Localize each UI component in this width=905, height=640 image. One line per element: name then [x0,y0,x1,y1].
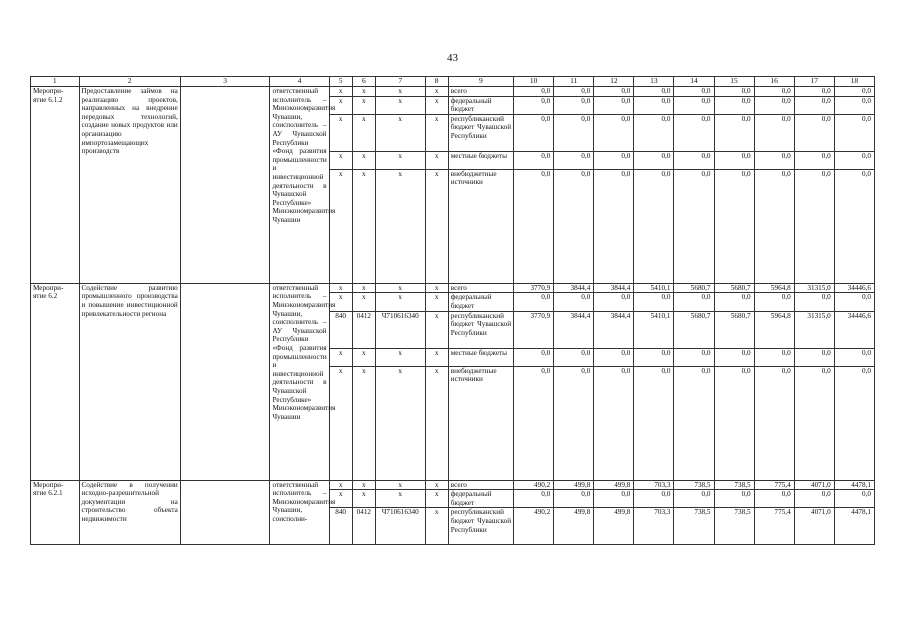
amount-cell: 0,0 [754,87,794,97]
amount-cell: 4478,1 [834,508,874,545]
amount-cell: 0,0 [794,114,834,151]
executor-cell: ответственный исполнитель – Минэкономразвития Чувашии, соисполнитель – АУ Чувашской Республики «Фонд развития промышленности и инвестиционной деятельности в Чувашской Республике» Минэкономразвития Чувашии [270,87,329,284]
header-cell: 15 [714,77,754,87]
amount-cell: 738,5 [674,480,714,490]
amount-cell: 5680,7 [714,283,754,293]
goal-cell [180,87,270,284]
header-cell: 8 [425,77,448,87]
target-article-cell: Ч710616340 [375,311,425,348]
amount-cell: 0,0 [834,87,874,97]
page-number: 43 [447,52,458,64]
amount-cell: 0,0 [634,490,674,508]
amount-cell: 3844,4 [594,283,634,293]
amount-cell: 0,0 [754,490,794,508]
header-cell: 1 [31,77,80,87]
funding-source-cell: местные бюджеты [448,151,513,169]
amount-cell: 0,0 [514,293,554,311]
header-cell: 5 [329,77,352,87]
amount-cell: 499,8 [594,480,634,490]
amount-cell: 499,8 [554,480,594,490]
funding-source-cell: местные бюджеты [448,348,513,366]
funding-source-cell: республиканский бюджет Чувашской Республики [448,508,513,545]
target-article-cell: x [375,490,425,508]
amount-cell: 0,0 [714,169,754,283]
executor-cell: ответственный исполнитель – Минэкономразвития Чувашии, соисполни- [270,480,329,545]
amount-cell: 0,0 [514,366,554,480]
amount-cell: 0,0 [714,96,754,114]
target-article-cell: x [375,96,425,114]
amount-cell: 34446,6 [834,283,874,293]
amount-cell: 0,0 [754,114,794,151]
grbs-code-cell: x [329,490,352,508]
amount-cell: 0,0 [794,96,834,114]
target-article-cell: x [375,366,425,480]
header-cell: 14 [674,77,714,87]
amount-cell: 0,0 [674,169,714,283]
amount-cell: 5964,8 [754,283,794,293]
amount-cell: 5680,7 [674,311,714,348]
amount-cell: 490,2 [514,508,554,545]
header-cell: 4 [270,77,329,87]
amount-cell: 0,0 [514,151,554,169]
amount-cell: 31315,0 [794,283,834,293]
target-article-cell: x [375,114,425,151]
amount-cell: 0,0 [554,114,594,151]
budget-table [30,76,875,545]
funding-source-cell: внебюджетные источники [448,366,513,480]
header-cell: 3 [180,77,270,87]
amount-cell: 0,0 [714,87,754,97]
event-name-cell: Содействие в получении исходно-разрешительной документации на строительство объекта недвижимости [79,480,180,545]
amount-cell: 0,0 [674,348,714,366]
amount-cell: 0,0 [834,151,874,169]
table-body [31,77,875,545]
amount-cell: 0,0 [514,490,554,508]
amount-cell: 0,0 [834,96,874,114]
amount-cell: 490,2 [514,480,554,490]
amount-cell: 0,0 [514,348,554,366]
header-cell: 7 [375,77,425,87]
amount-cell: 0,0 [554,151,594,169]
amount-cell: 0,0 [634,348,674,366]
amount-cell: 5680,7 [714,311,754,348]
grbs-code-cell: 840 [329,508,352,545]
section-code-cell: x [352,87,375,97]
target-article-cell: x [375,348,425,366]
amount-cell: 0,0 [634,87,674,97]
amount-cell: 0,0 [794,490,834,508]
amount-cell: 5680,7 [674,283,714,293]
amount-cell: 0,0 [834,114,874,151]
amount-cell: 0,0 [554,490,594,508]
amount-cell: 0,0 [554,293,594,311]
grbs-code-cell: x [329,87,352,97]
target-article-cell: x [375,169,425,283]
expense-type-cell: x [425,311,448,348]
amount-cell: 0,0 [834,169,874,283]
amount-cell: 0,0 [594,114,634,151]
amount-cell: 0,0 [634,151,674,169]
funding-source-cell: всего [448,87,513,97]
expense-type-cell: x [425,293,448,311]
grbs-code-cell: 840 [329,311,352,348]
event-number-cell: Меропри- ятие 6.2.1 [31,480,80,545]
section-code-cell: x [352,348,375,366]
section-code-cell: x [352,151,375,169]
funding-source-cell: федеральный бюджет [448,96,513,114]
amount-cell: 0,0 [594,87,634,97]
amount-cell: 0,0 [754,96,794,114]
section-code-cell: x [352,490,375,508]
header-cell: 12 [594,77,634,87]
section-code-cell: x [352,114,375,151]
grbs-code-cell: x [329,283,352,293]
goal-cell [180,283,270,480]
section-code-cell: 0412 [352,508,375,545]
amount-cell: 0,0 [594,169,634,283]
expense-type-cell: x [425,283,448,293]
amount-cell: 4478,1 [834,480,874,490]
grbs-code-cell: x [329,366,352,480]
amount-cell: 0,0 [634,366,674,480]
amount-cell: 0,0 [714,114,754,151]
amount-cell: 0,0 [794,348,834,366]
amount-cell: 738,5 [714,508,754,545]
amount-cell: 0,0 [754,348,794,366]
amount-cell: 0,0 [674,366,714,480]
grbs-code-cell: x [329,293,352,311]
amount-cell: 0,0 [674,114,714,151]
expense-type-cell: x [425,508,448,545]
amount-cell: 0,0 [714,293,754,311]
amount-cell: 0,0 [594,96,634,114]
amount-cell: 0,0 [714,348,754,366]
amount-cell: 0,0 [794,87,834,97]
amount-cell: 0,0 [514,169,554,283]
header-cell: 2 [79,77,180,87]
amount-cell: 3844,4 [554,283,594,293]
table-row [31,283,875,293]
amount-cell: 3844,4 [594,311,634,348]
amount-cell: 3770,9 [514,311,554,348]
header-cell: 11 [554,77,594,87]
amount-cell: 0,0 [554,87,594,97]
amount-cell: 34446,6 [834,311,874,348]
amount-cell: 0,0 [674,151,714,169]
expense-type-cell: x [425,114,448,151]
grbs-code-cell: x [329,96,352,114]
executor-cell: ответственный исполнитель – Минэкономразвития Чувашии, соисполнитель – АУ Чувашской Республики «Фонд развития промышленности и инвестиционной деятельности в Чувашской Республике» Минэкономразвития Чувашии [270,283,329,480]
amount-cell: 0,0 [794,293,834,311]
target-article-cell: x [375,151,425,169]
amount-cell: 499,8 [554,508,594,545]
amount-cell: 0,0 [634,169,674,283]
amount-cell: 0,0 [834,490,874,508]
expense-type-cell: x [425,169,448,283]
amount-cell: 0,0 [754,293,794,311]
amount-cell: 0,0 [834,348,874,366]
amount-cell: 0,0 [554,96,594,114]
expense-type-cell: x [425,490,448,508]
amount-cell: 0,0 [754,169,794,283]
amount-cell: 0,0 [594,490,634,508]
amount-cell: 775,4 [754,480,794,490]
amount-cell: 0,0 [794,169,834,283]
section-code-cell: x [352,283,375,293]
amount-cell: 0,0 [594,366,634,480]
amount-cell: 5410,1 [634,283,674,293]
amount-cell: 499,8 [594,508,634,545]
amount-cell: 0,0 [674,87,714,97]
grbs-code-cell: x [329,480,352,490]
amount-cell: 0,0 [514,96,554,114]
grbs-code-cell: x [329,169,352,283]
amount-cell: 0,0 [754,151,794,169]
funding-source-cell: всего [448,480,513,490]
table-row [31,480,875,490]
amount-cell: 0,0 [754,366,794,480]
amount-cell: 0,0 [674,293,714,311]
goal-cell [180,480,270,545]
amount-cell: 0,0 [634,114,674,151]
amount-cell: 0,0 [514,87,554,97]
amount-cell: 0,0 [714,151,754,169]
amount-cell: 0,0 [594,348,634,366]
grbs-code-cell: x [329,348,352,366]
section-code-cell: x [352,96,375,114]
section-code-cell: x [352,169,375,283]
header-cell: 17 [794,77,834,87]
header-row [31,77,875,87]
grbs-code-cell: x [329,114,352,151]
event-number-cell: Меропри- ятие 6.2 [31,283,80,480]
header-cell: 6 [352,77,375,87]
funding-source-cell: республиканский бюджет Чувашской Республики [448,114,513,151]
target-article-cell: Ч710616340 [375,508,425,545]
amount-cell: 0,0 [674,96,714,114]
header-cell: 13 [634,77,674,87]
header-cell: 10 [514,77,554,87]
amount-cell: 0,0 [514,114,554,151]
amount-cell: 0,0 [834,366,874,480]
amount-cell: 4071,0 [794,508,834,545]
expense-type-cell: x [425,348,448,366]
amount-cell: 0,0 [634,293,674,311]
event-name-cell: Предоставление займов на реализацию проектов, направленных на внедрение передовых технологий, создание новых продуктов или организацию импортозамещающих производств [79,87,180,284]
amount-cell: 738,5 [674,508,714,545]
amount-cell: 5410,1 [634,311,674,348]
funding-source-cell: федеральный бюджет [448,293,513,311]
target-article-cell: x [375,480,425,490]
target-article-cell: x [375,283,425,293]
funding-source-cell: республиканский бюджет Чувашской Республики [448,311,513,348]
expense-type-cell: x [425,87,448,97]
amount-cell: 5964,8 [754,311,794,348]
section-code-cell: x [352,366,375,480]
amount-cell: 0,0 [714,366,754,480]
amount-cell: 4071,0 [794,480,834,490]
expense-type-cell: x [425,480,448,490]
amount-cell: 31315,0 [794,311,834,348]
amount-cell: 0,0 [554,169,594,283]
amount-cell: 0,0 [594,151,634,169]
amount-cell: 0,0 [554,366,594,480]
amount-cell: 0,0 [674,490,714,508]
funding-source-cell: федеральный бюджет [448,490,513,508]
amount-cell: 3844,4 [554,311,594,348]
amount-cell: 0,0 [794,151,834,169]
expense-type-cell: x [425,96,448,114]
table-row [31,87,875,97]
header-cell: 18 [834,77,874,87]
amount-cell: 0,0 [714,490,754,508]
target-article-cell: x [375,87,425,97]
amount-cell: 0,0 [834,293,874,311]
funding-source-cell: внебюджетные источники [448,169,513,283]
grbs-code-cell: x [329,151,352,169]
expense-type-cell: x [425,366,448,480]
event-name-cell: Содействие развитию промышленного производства и повышение инвестиционной привлекательности региона [79,283,180,480]
event-number-cell: Меропри- ятие 6.1.2 [31,87,80,284]
header-cell: 16 [754,77,794,87]
section-code-cell: x [352,293,375,311]
amount-cell: 3770,9 [514,283,554,293]
header-cell: 9 [448,77,513,87]
expense-type-cell: x [425,151,448,169]
amount-cell: 0,0 [794,366,834,480]
funding-source-cell: всего [448,283,513,293]
amount-cell: 703,3 [634,480,674,490]
target-article-cell: x [375,293,425,311]
amount-cell: 0,0 [554,348,594,366]
amount-cell: 0,0 [594,293,634,311]
section-code-cell: x [352,480,375,490]
amount-cell: 775,4 [754,508,794,545]
amount-cell: 738,5 [714,480,754,490]
amount-cell: 703,3 [634,508,674,545]
section-code-cell: 0412 [352,311,375,348]
amount-cell: 0,0 [634,96,674,114]
